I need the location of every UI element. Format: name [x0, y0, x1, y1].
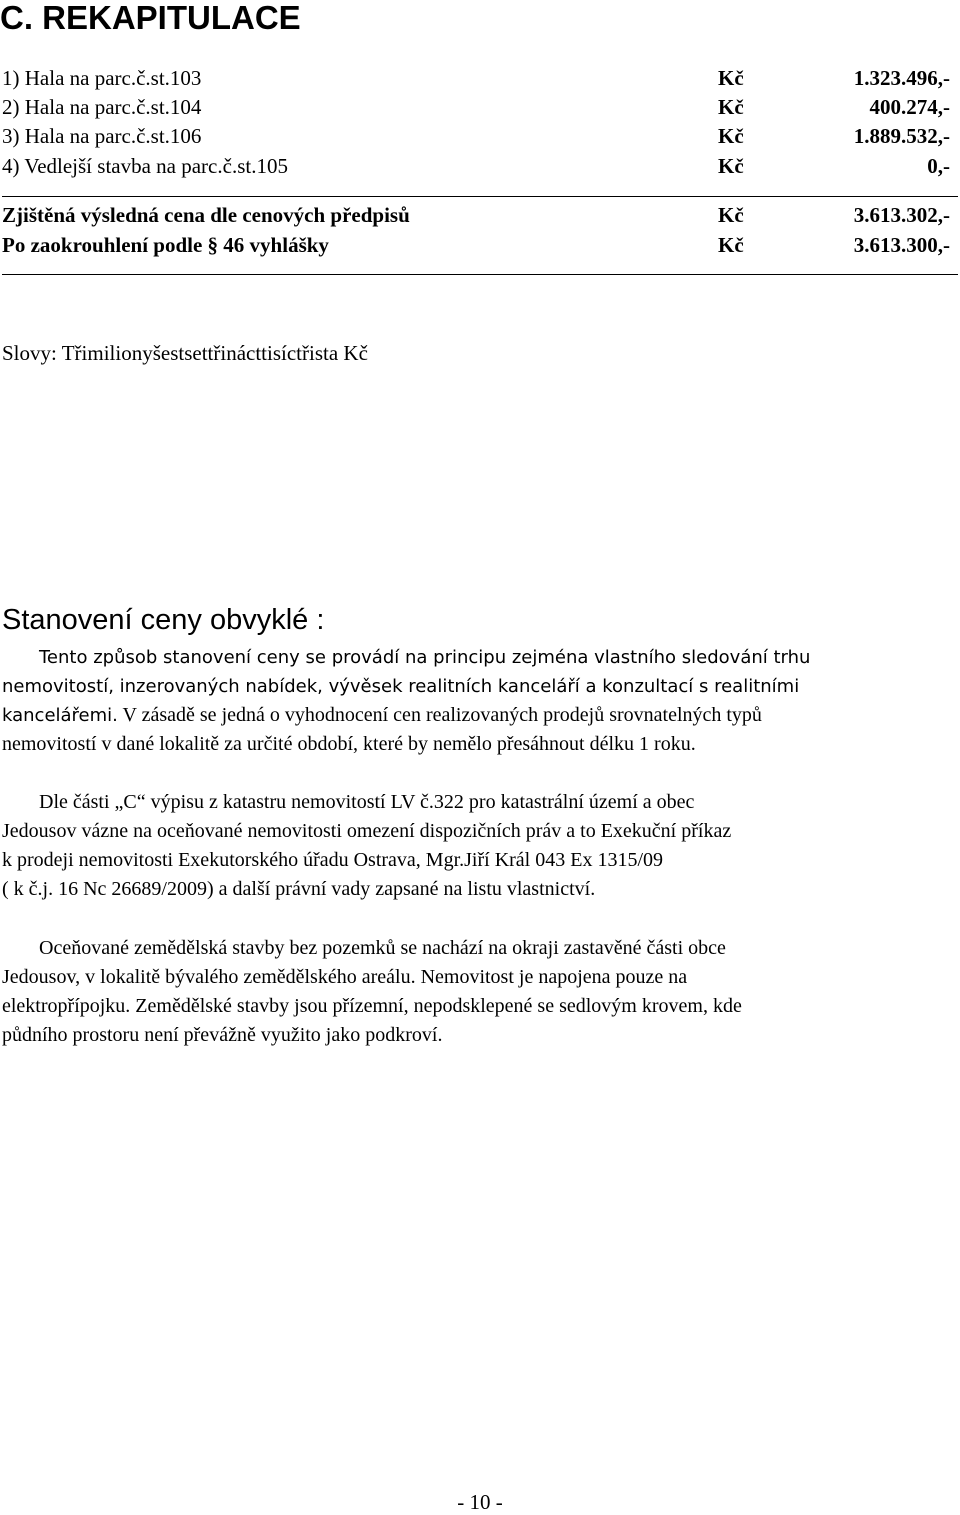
paragraph-line: ( k č.j. 16 Nc 26689/2009) a další právní vady zapsané na listu vlastnictví.	[2, 878, 596, 900]
paragraph-method	[2, 643, 958, 701]
recap-item-3	[2, 122, 950, 150]
paragraph-line: Oceňované zemědělská stavby bez pozemků se nachází na okraji zastavěné části obce	[39, 937, 726, 959]
total-amount: 3.613.300,-	[853, 233, 950, 257]
item-currency: Kč	[718, 66, 744, 90]
paragraph-line: Tento způsob stanovení ceny se provádí na principu zejména vlastního sledování trhu	[39, 647, 811, 668]
total-amount: 3.613.302,-	[853, 203, 950, 227]
item-label: 1) Hala na parc.č.st.103	[2, 66, 202, 90]
paragraph-segment: kancelářemi.	[2, 705, 118, 726]
recap-item-2	[2, 93, 950, 121]
section-title: Stanovení ceny obvyklé :	[2, 604, 325, 636]
paragraph-cadastre	[2, 788, 958, 904]
paragraph-line: nemovitostí v dané lokalitě za určité období, které by nemělo přesáhnout délku 1 roku.	[2, 733, 696, 755]
item-amount: 0,-	[927, 154, 950, 178]
recap-item-4	[2, 152, 950, 180]
recap-item-1	[2, 64, 950, 92]
item-currency: Kč	[718, 124, 744, 148]
total-rounded	[2, 231, 950, 259]
total-currency: Kč	[718, 203, 744, 227]
paragraph-line: nemovitostí, inzerovaných nabídek, vývěsek realitních kanceláří a konzultací s realitními	[2, 676, 800, 697]
amount-in-words: Slovy: Třimilionyšestsettřinácttisíctřista Kč	[2, 341, 368, 365]
item-currency: Kč	[718, 154, 744, 178]
paragraph-line: k prodeji nemovitosti Exekutorského úřadu Ostrava, Mgr.Jiří Král 043 Ex 1315/09	[2, 849, 664, 871]
total-currency: Kč	[718, 233, 744, 257]
item-label: 4) Vedlejší stavba na parc.č.st.105	[2, 154, 288, 178]
item-currency: Kč	[718, 95, 744, 119]
paragraph-line: Dle části „C“ výpisu z katastru nemovitostí LV č.322 pro katastrální území a obec	[39, 791, 695, 813]
total-computed	[2, 201, 950, 229]
paragraph-line: Jedousov, v lokalitě bývalého zemědělského areálu. Nemovitost je napojena pouze na	[2, 966, 688, 988]
paragraph-line: Jedousov vázne na oceňované nemovitosti omezení dispozičních práv a to Exekuční příkaz	[2, 820, 732, 842]
item-amount: 400.274,-	[869, 95, 950, 119]
section-heading: C. REKAPITULACE	[0, 0, 301, 36]
paragraph-description	[2, 934, 958, 1050]
paragraph-segment: V zásadě se jedná o vyhodnocení cen realizovaných prodejů srovnatelných typů	[117, 704, 762, 726]
divider-line	[2, 196, 958, 197]
total-label: Zjištěná výsledná cena dle cenových předpisů	[2, 203, 410, 227]
item-amount: 1.323.496,-	[853, 66, 950, 90]
page-number: - 10 -	[457, 1490, 503, 1514]
item-amount: 1.889.532,-	[853, 124, 950, 148]
paragraph-line	[2, 701, 958, 730]
paragraph-line: elektropřípojku. Zemědělské stavby jsou přízemní, nepodsklepené se sedlovým krovem, kde	[2, 995, 742, 1017]
item-label: 2) Hala na parc.č.st.104	[2, 95, 202, 119]
paragraph-line: půdního prostoru není převážně využito jako podkroví.	[2, 1024, 443, 1046]
paragraph-method-cont	[2, 701, 958, 759]
item-label: 3) Hala na parc.č.st.106	[2, 124, 202, 148]
divider-line	[2, 274, 958, 275]
total-label: Po zaokrouhlení podle § 46 vyhlášky	[2, 233, 329, 257]
